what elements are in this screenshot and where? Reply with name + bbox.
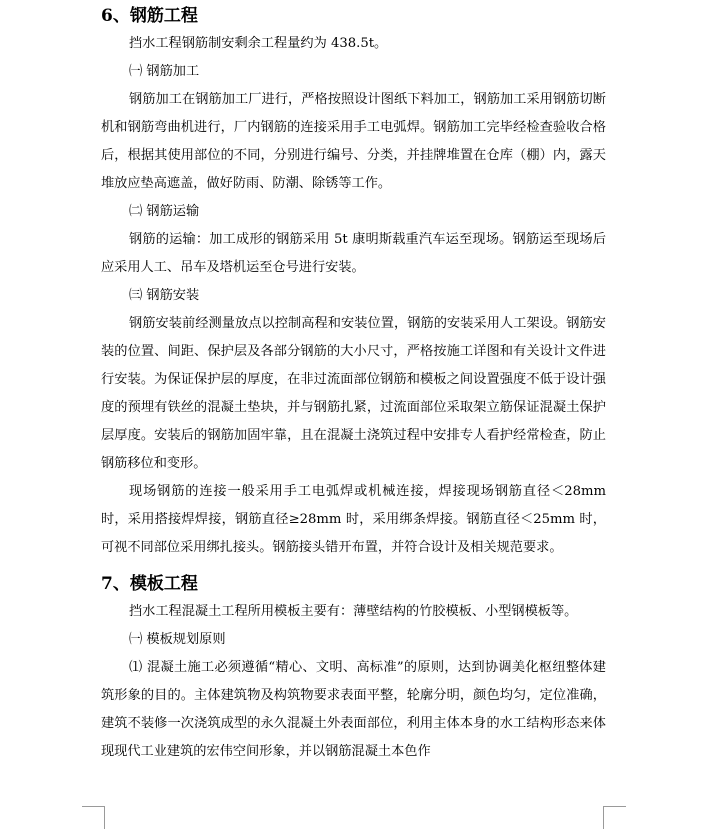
section-7-heading: 7、模板工程 <box>101 574 198 594</box>
page-corner-mark-left <box>82 806 105 829</box>
section-6-intro: 挡水工程钢筋制安剩余工程量约为 438.5t。 <box>129 36 388 51</box>
subsection-formwork-principles-title: ㈠ 模板规划原则 <box>129 632 226 647</box>
rebar-connection-paragraph: 现场钢筋的连接一般采用手工电弧焊或机械连接，焊接现场钢筋直径＜28mm 时，采用搭接焊焊接，钢筋直径≥28mm 时，采用绑条焊接。钢筋直径＜25mm 时，可视不同部位采用绑扎接头。钢筋接头错开布置，并符合设计及相关规范要求。 <box>101 484 606 555</box>
document-body <box>101 0 606 766</box>
rebar-installation-paragraph: 钢筋安装前经测量放点以控制高程和安装位置，钢筋的安装采用人工架设。钢筋安装的位置、间距、保护层及各部分钢筋的大小尺寸，严格按施工详图和有关设计文件进行安装。为保证保护层的厚度，在非过流面部位钢筋和模板之间设置强度不低于设计强度的预埋有铁丝的混凝土垫块，并与钢筋扎紧，过流面部位采取架立筋保证混凝土保护层厚度。安装后的钢筋加固牢靠，且在混凝土浇筑过程中安排专人看护经常检查，防止钢筋移位和变形。 <box>101 316 606 471</box>
formwork-principles-paragraph: ⑴ 混凝土施工必须遵循“精心、文明、高标准”的原则，达到协调美化枢纽整体建筑形象的目的。主体建筑物及构筑物要求表面平整，轮廓分明，颜色均匀，定位准确，建筑不装修一次浇筑成型的永久混凝土外表面部位，利用主体本身的水工结构形态来体现现代工业建筑的宏伟空间形象，并以钢筋混凝土本色作 <box>101 660 606 759</box>
subsection-rebar-processing-title: ㈠ 钢筋加工 <box>129 64 200 79</box>
page-corner-mark-right <box>603 806 626 829</box>
section-6-heading: 6、钢筋工程 <box>101 6 198 26</box>
subsection-rebar-transport-title: ㈡ 钢筋运输 <box>129 204 200 219</box>
rebar-processing-paragraph: 钢筋加工在钢筋加工厂进行，严格按照设计图纸下料加工，钢筋加工采用钢筋切断机和钢筋弯曲机进行，厂内钢筋的连接采用手工电弧焊。钢筋加工完毕经检查验收合格后，根据其使用部位的不同，分别进行编号、分类，并挂牌堆置在仓库（棚）内，露天堆放应垫高遮盖，做好防雨、防潮、除锈等工作。 <box>101 92 606 191</box>
subsection-rebar-installation-title: ㈢ 钢筋安装 <box>129 288 200 303</box>
rebar-transport-paragraph: 钢筋的运输：加工成形的钢筋采用 5t 康明斯载重汽车运至现场。钢筋运至现场后应采用人工、吊车及塔机运至仓号进行安装。 <box>101 232 606 275</box>
section-7-intro: 挡水工程混凝土工程所用模板主要有：薄壁结构的竹胶模板、小型钢模板等。 <box>129 604 578 619</box>
